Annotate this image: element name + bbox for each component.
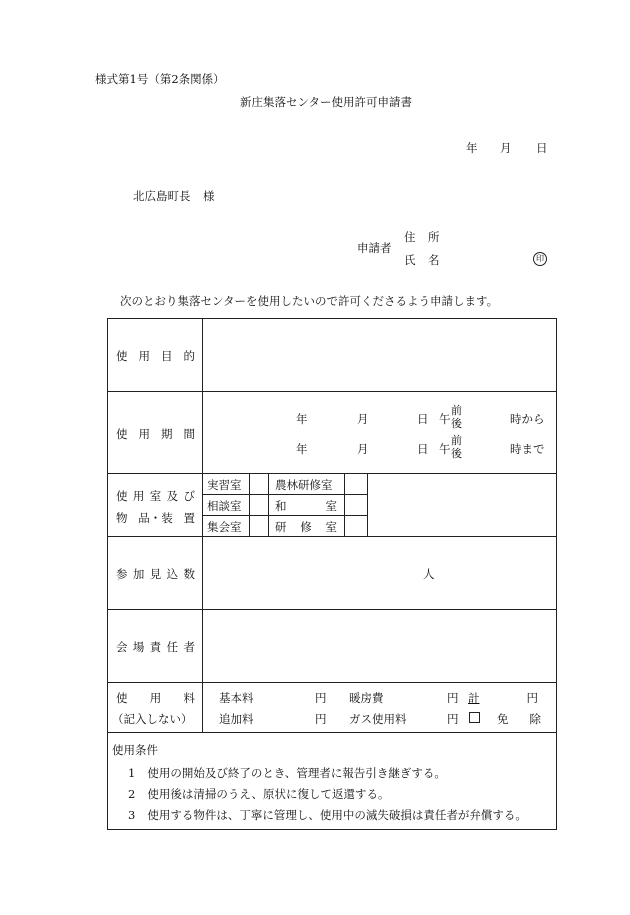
- period-end-year: 年: [296, 442, 308, 456]
- additional-fee-yen: 円: [315, 712, 327, 726]
- row-divider: [107, 536, 557, 537]
- addressee-honorific: 様: [203, 189, 215, 203]
- room-kenshu: 研 修 室: [275, 520, 337, 534]
- fees-note: （記入しない）: [112, 712, 193, 726]
- period-end-am-pm-prefix: 午: [439, 442, 451, 456]
- period-end-am-pm: 前 後: [451, 434, 462, 460]
- period-start-month: 月: [357, 412, 369, 426]
- condition-item: 1 使用の開始及び終了のとき、管理者に報告引き継ぎする。: [128, 766, 446, 780]
- period-label: 使 用 期 間: [116, 427, 195, 441]
- heating-fee-yen: 円: [447, 691, 459, 705]
- form-number: 様式第1号（第2条関係）: [95, 72, 225, 86]
- period-start-year: 年: [296, 412, 308, 426]
- row-divider: [107, 609, 557, 610]
- applicant-label: 申請者: [357, 241, 392, 255]
- period-end-month: 月: [357, 442, 369, 456]
- address-label-1: 住: [404, 230, 416, 244]
- period-start-am-pm-prefix: 午: [439, 412, 451, 426]
- fees-label: 使 用 料: [116, 691, 195, 705]
- form-title: 新庄集落センター使用許可申請書: [240, 95, 413, 109]
- name-label-2: 名: [428, 253, 440, 267]
- name-label-1: 氏: [404, 253, 416, 267]
- purpose-label: 使 用 目 的: [116, 349, 195, 363]
- room-shukai: 集会室: [207, 520, 242, 534]
- row-divider: [107, 682, 557, 683]
- room-washitsu: 和 室: [275, 499, 337, 513]
- label-column-divider: [202, 318, 203, 733]
- conditions-title: 使用条件: [112, 743, 158, 757]
- room-grid-line: [268, 473, 269, 536]
- period-from-label: 時から: [510, 412, 545, 426]
- condition-item: 2 使用後は清掃のうえ、原状に復して返還する。: [128, 787, 390, 801]
- manager-label: 会 場 責 任 者: [116, 640, 195, 654]
- exemption-label: 免 除: [497, 712, 541, 726]
- heating-fee-label: 暖房費: [349, 691, 384, 705]
- room-grid-line: [367, 473, 368, 536]
- date-year-label: 年: [466, 141, 478, 155]
- addressee-name: 北広島町長: [133, 189, 191, 203]
- room-sodan: 相談室: [207, 499, 242, 513]
- row-divider: [107, 732, 557, 733]
- additional-fee-label: 追加料: [219, 712, 254, 726]
- period-end-day: 日: [417, 442, 429, 456]
- rooms-label-line2: 物 品・装 置: [116, 511, 195, 525]
- date-day-label: 日: [536, 141, 548, 155]
- room-jisshu: 実習室: [207, 478, 242, 492]
- period-start-day: 日: [417, 412, 429, 426]
- exemption-checkbox[interactable]: [469, 711, 480, 725]
- gas-fee-label: ガス使用料: [349, 712, 407, 726]
- gas-fee-yen: 円: [447, 712, 459, 726]
- total-fee: 計 円: [468, 691, 538, 705]
- address-label-2: 所: [428, 230, 440, 244]
- room-grid-line: [249, 473, 250, 536]
- seal-mark: 印: [533, 252, 547, 266]
- date-month-label: 月: [500, 141, 512, 155]
- basic-fee-yen: 円: [315, 691, 327, 705]
- basic-fee-label: 基本料: [219, 691, 254, 705]
- condition-item: 3 使用する物件は、丁寧に管理し、使用中の滅失破損は責任者が弁償する。: [128, 808, 527, 822]
- row-divider: [107, 391, 557, 392]
- intro-text: 次のとおり集落センターを使用したいので許可くださるよう申請します。: [120, 294, 499, 308]
- room-grid-line: [202, 494, 367, 495]
- period-to-label: 時まで: [510, 442, 545, 456]
- room-grid-line: [202, 515, 367, 516]
- room-grid-line: [344, 473, 345, 536]
- rooms-label-line1: 使 用 室 及 び: [116, 489, 195, 503]
- period-start-am-pm: 前 後: [451, 404, 462, 430]
- room-norin-kenshu: 農林研修室: [275, 478, 333, 492]
- row-divider: [107, 473, 557, 474]
- attendance-unit: 人: [423, 567, 435, 581]
- attendance-label: 参 加 見 込 数: [116, 567, 195, 581]
